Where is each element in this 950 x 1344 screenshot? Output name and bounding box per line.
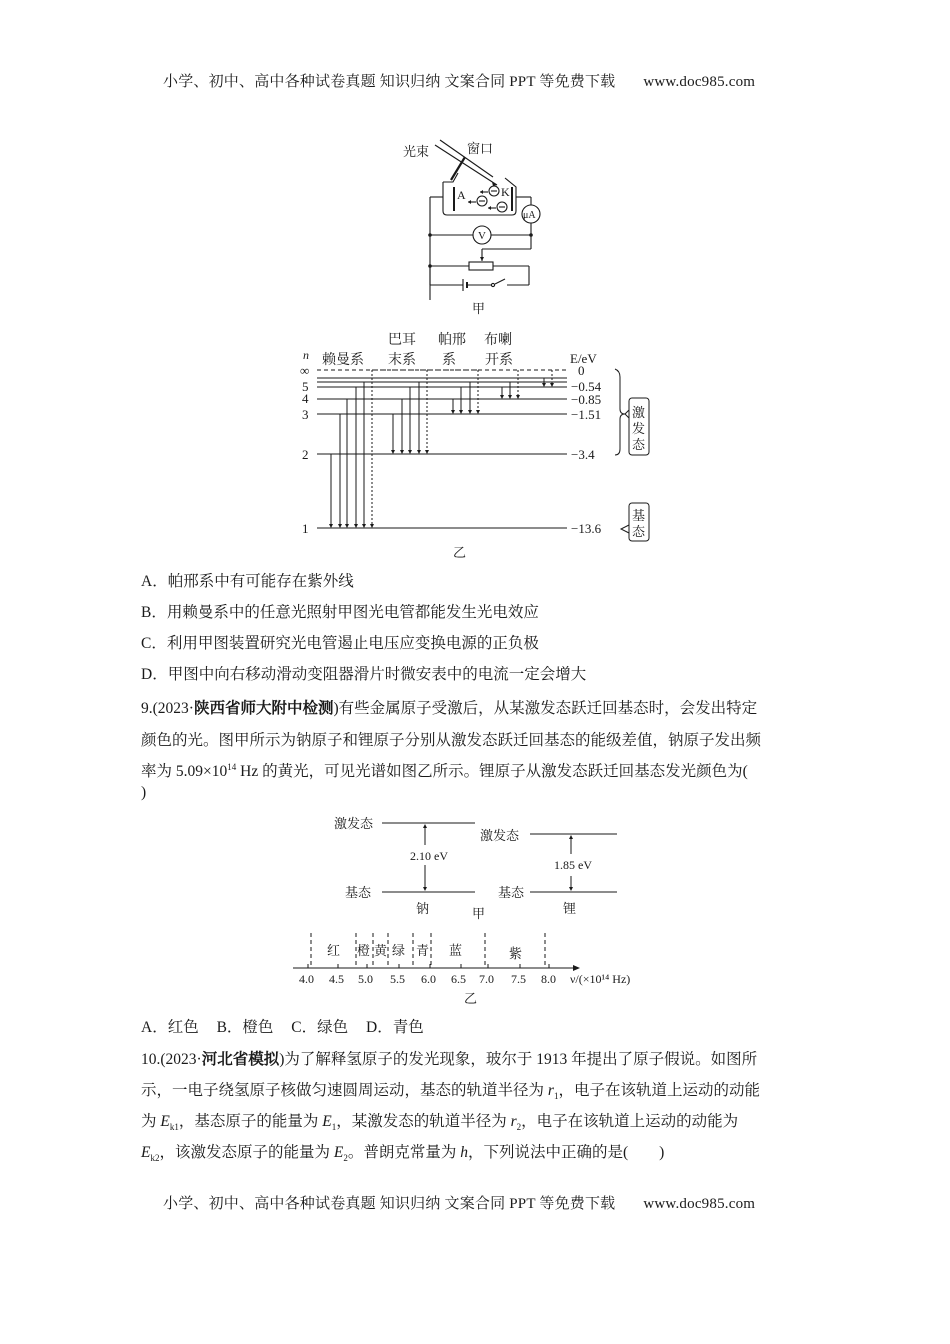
color-orange: 橙 xyxy=(357,943,371,958)
energy-value-1: −13.6 xyxy=(571,521,602,536)
tick-7-0: 7.0 xyxy=(479,972,494,986)
hydrogen-energy-level-diagram xyxy=(295,325,665,565)
q10-source: 河北省模拟 xyxy=(201,1051,280,1068)
q9-stem-line1: 9.(2023·陕西省师大附中检测)有些金属原子受激后，从某激发态跃迁回基态时，会发出特定 xyxy=(141,700,758,717)
series-lyman: 赖曼系 xyxy=(322,353,364,368)
q9-number: 9. xyxy=(141,700,153,717)
energy-value-5: −0.54 xyxy=(571,379,602,394)
spectrum-axis-label: ν/(×10¹⁴ Hz) xyxy=(570,972,631,986)
series-brackett-line2: 开系 xyxy=(485,353,513,368)
color-green: 绿 xyxy=(392,943,406,958)
q9-figure-caption-jia: 甲 xyxy=(472,906,486,920)
tick-5-0: 5.0 xyxy=(358,972,373,986)
li-ground-label: 基态 xyxy=(498,885,525,900)
beam-label: 光束 xyxy=(403,144,430,159)
voltmeter-label: V xyxy=(478,230,486,242)
q9-option-c[interactable]: C．绿色 xyxy=(291,1019,349,1036)
q10-stem-line3: 为 $E_{k1}$，基态原子的能量为 $E_1$，某激发态的轨道半径为 $r_2$，电子在该轨道上运动的动能为 xyxy=(141,1113,739,1133)
n-axis-label: n xyxy=(303,348,309,362)
tick-8-0: 8.0 xyxy=(541,972,556,986)
na-excited-label: 激发态 xyxy=(334,816,374,831)
page-header xyxy=(163,70,755,91)
q8-option-a[interactable]: A．帕邢系中有可能存在紫外线 xyxy=(141,573,354,590)
energy-axis-label: E/eV xyxy=(570,351,597,366)
tick-4-5: 4.5 xyxy=(329,972,344,986)
q9-option-a[interactable]: A．红色 xyxy=(141,1019,199,1036)
q9-option-b[interactable]: B．橙色 xyxy=(216,1019,274,1036)
q9-option-d[interactable]: D．青色 xyxy=(366,1019,424,1036)
series-paschen-line1: 帕邢 xyxy=(438,333,466,348)
energy-value-2: −3.4 xyxy=(571,447,595,462)
level-label-2: 2 xyxy=(302,447,309,462)
header-text: 小学、初中、高中各种试卷真题 知识归纳 文案合同 PPT 等免费下载 xyxy=(163,74,616,90)
q9-options-row xyxy=(141,1015,424,1037)
photoelectric-circuit-figure xyxy=(395,135,555,320)
excited-label-2: 发 xyxy=(632,421,646,436)
q8-option-c[interactable]: C．利用甲图装置研究光电管遏止电压应变换电源的正负极 xyxy=(141,635,539,652)
figure-caption-yi: 乙 xyxy=(453,545,467,560)
cathode-label: K xyxy=(501,185,510,199)
footer-text: 小学、初中、高中各种试卷真题 知识归纳 文案合同 PPT 等免费下载 xyxy=(163,1196,616,1212)
q9-stem-line3: 率为 $5.09\times 10^{14}$ Hz 的黄光，可见光谱如图乙所示。锂原子从激发态跃迁回基态发光颜色为( xyxy=(141,761,748,780)
anode-label: A xyxy=(457,188,466,202)
na-element-label: 钠 xyxy=(416,901,430,916)
q8-option-d[interactable]: D．甲图中向右移动滑动变阻器滑片时微安表中的电流一定会增大 xyxy=(141,666,587,683)
li-gap-label: 1.85 eV xyxy=(554,858,592,872)
color-red: 红 xyxy=(327,943,341,958)
page-footer xyxy=(163,1192,755,1213)
excited-label-3: 态 xyxy=(632,437,646,452)
q8-option-b[interactable]: B．用赖曼系中的任意光照射甲图光电管都能发生光电效应 xyxy=(141,604,539,621)
level-label-4: 4 xyxy=(302,391,309,406)
li-excited-label: 激发态 xyxy=(480,828,520,843)
na-gap-label: 2.10 eV xyxy=(410,849,448,863)
q9-stem-line4: ) xyxy=(141,784,147,801)
energy-value-4: −0.85 xyxy=(571,392,602,407)
tick-6-5: 6.5 xyxy=(451,972,466,986)
q9-stem-line2: 颜色的光。图甲所示为钠原子和锂原子分别从激发态跃迁回基态的能级差值，钠原子发出频 xyxy=(141,732,762,749)
window-label: 窗口 xyxy=(467,141,494,156)
header-site: www.doc985.com xyxy=(643,74,756,90)
color-violet: 紫 xyxy=(509,946,523,961)
q10-stem-line1: 10.(2023·河北省模拟)为了解释氢原子的发光现象，玻尔于 1913 年提出了原子假说。如图所 xyxy=(141,1051,758,1068)
series-balmer-line2: 末系 xyxy=(388,353,416,368)
tick-5-5: 5.5 xyxy=(390,972,405,986)
excited-label-1: 激 xyxy=(632,405,646,420)
series-paschen-line2: 系 xyxy=(442,353,456,368)
color-blue: 蓝 xyxy=(449,943,463,958)
color-yellow: 黄 xyxy=(374,943,388,958)
level-label-3: 3 xyxy=(302,407,309,422)
li-element-label: 锂 xyxy=(563,901,577,916)
tick-6-0: 6.0 xyxy=(421,972,436,986)
level-label-5: 5 xyxy=(302,379,309,394)
energy-value-3: −1.51 xyxy=(571,407,602,422)
tick-4-0: 4.0 xyxy=(299,972,314,986)
level-label-1: 1 xyxy=(302,521,309,536)
q10-stem-line4: $E_{k2}$，该激发态原子的能量为 $E_2$。普朗克常量为 h，下列说法中正确的是( ) xyxy=(141,1144,665,1164)
series-brackett-line1: 布喇 xyxy=(484,333,512,348)
q10-stem-line2: 示，一电子绕氢原子核做匀速圆周运动，基态的轨道半径为 $r_1$，电子在该轨道上运动的动能 xyxy=(141,1082,760,1102)
microammeter-label: μA xyxy=(523,210,536,221)
q9-source: 陕西省师大附中检测 xyxy=(193,700,334,717)
footer-site: www.doc985.com xyxy=(643,1196,756,1212)
energy-value-inf: 0 xyxy=(578,363,585,378)
tick-7-5: 7.5 xyxy=(511,972,526,986)
q9-figure-caption-yi: 乙 xyxy=(464,991,478,1006)
ground-label-2: 态 xyxy=(632,524,646,539)
visible-spectrum-figure xyxy=(285,925,685,1010)
na-ground-label: 基态 xyxy=(345,885,372,900)
series-balmer-line1: 巴耳 xyxy=(388,333,416,348)
na-li-energy-gap-figure xyxy=(320,810,640,920)
figure-caption-jia: 甲 xyxy=(472,301,486,316)
color-cyan: 青 xyxy=(416,943,430,958)
level-label-inf: ∞ xyxy=(300,363,310,378)
ground-label-1: 基 xyxy=(632,508,646,523)
q10-number: 10. xyxy=(141,1051,161,1068)
